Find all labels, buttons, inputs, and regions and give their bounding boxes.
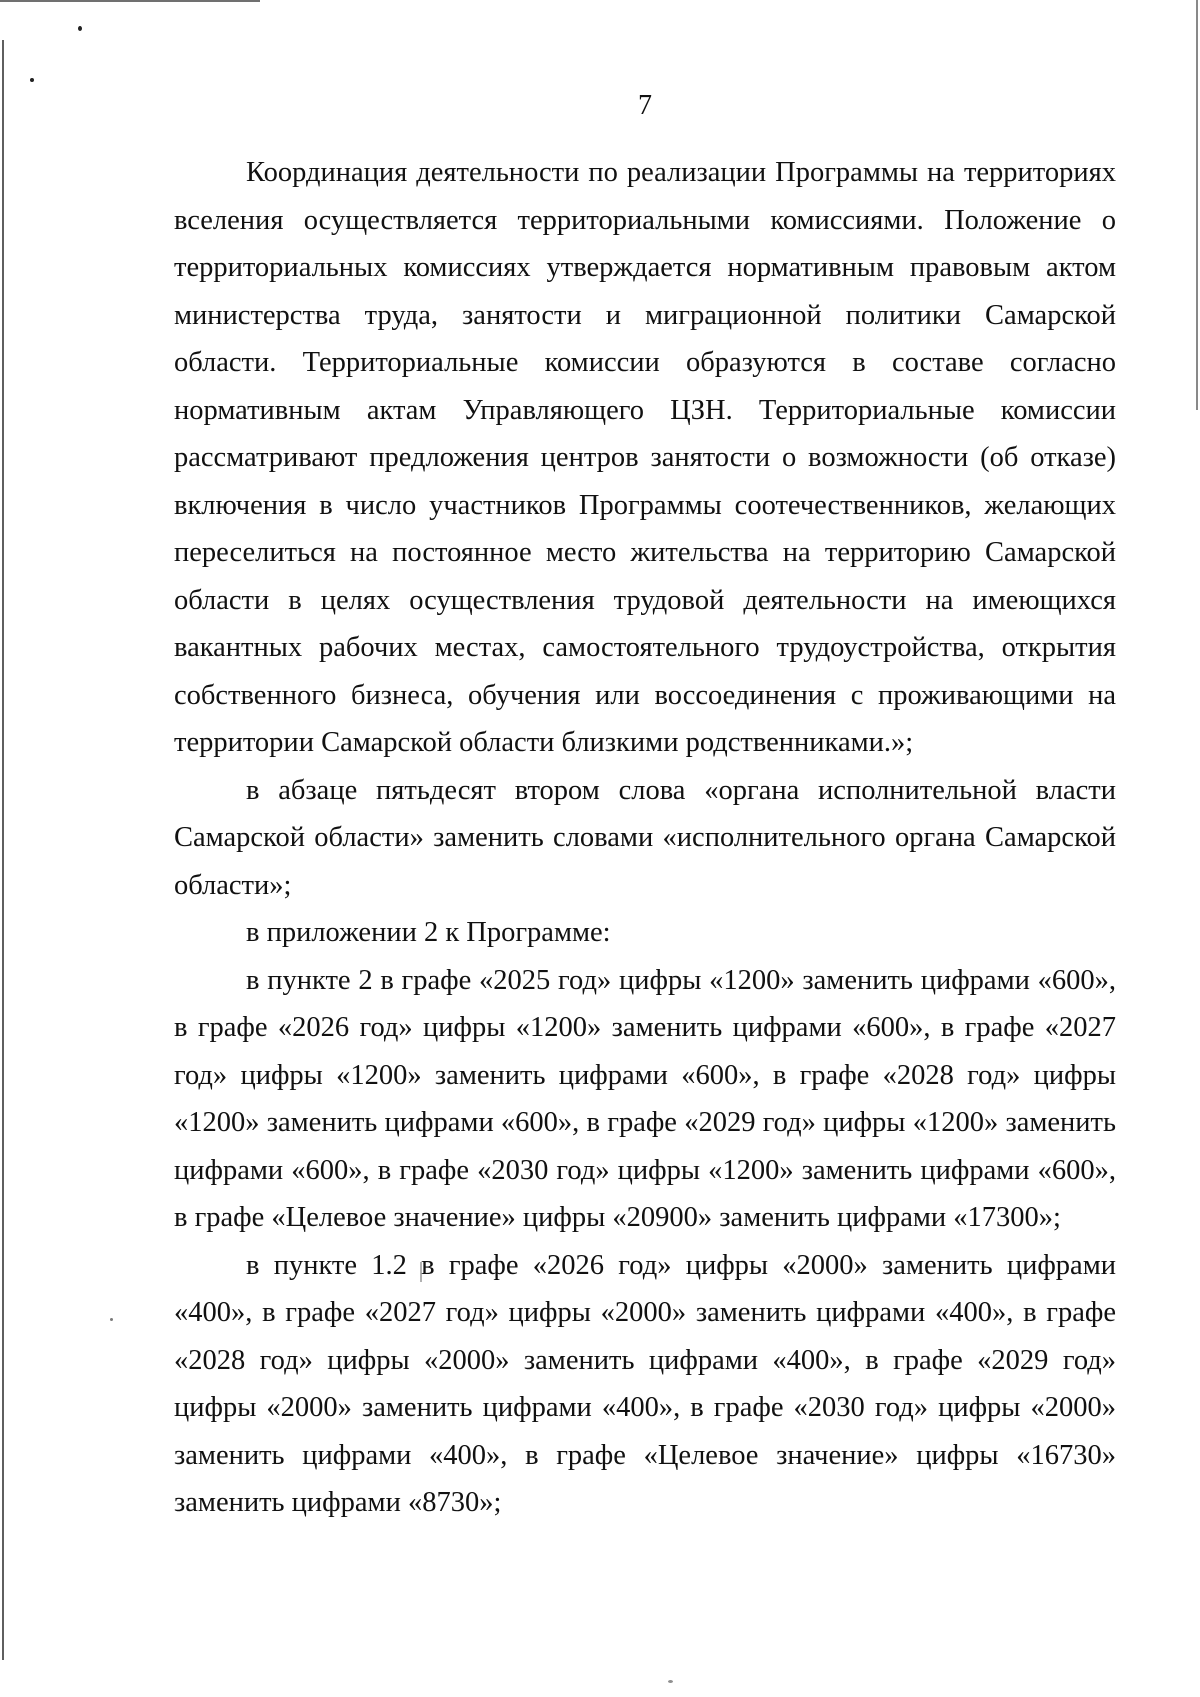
page-number: 7 [638, 90, 652, 121]
scan-speck [110, 1318, 113, 1321]
scan-speck [30, 78, 34, 82]
paragraph-appendix-2: в приложении 2 к Программе: [246, 917, 611, 948]
scan-edge-top [0, 0, 260, 2]
document-body [174, 149, 1116, 1527]
paragraph-coordination: Координация деятельности по реализации Программы на территориях вселения осуществляется территориальными комиссиями. Положение о территориальных комиссиях утверждается нормативным правовым актом министерства труда, занятости и миграционной политики Самарской области. Территориальные комиссии образуются в составе согласно нормативным актам Управляющего ЦЗН. Территориальные комиссии рассматривают предложения центров занятости о возможности (об отказе) включения в число участников Программы соотечественников, желающих переселиться на постоянное место жительства на территорию Самарской области в целях осуществления трудовой деятельности на имеющихся вакантных рабочих местах, самостоятельного трудоустройства, открытия собственного бизнеса, обучения или воссоединения с проживающими на территории Самарской области близкими родственниками.»; [174, 157, 1116, 758]
scan-speck [78, 26, 82, 31]
scan-edge-right [1196, 0, 1198, 410]
paragraph-item-2: в пункте 2 в графе «2025 год» цифры «1200» заменить цифрами «600», в графе «2026 год» цифры «1200» заменить цифрами «600», в графе «2027 год» цифры «1200» заменить цифрами «600», в графе «2028 год» цифры «1200» заменить цифрами «600», в графе «2029 год» цифры «1200» заменить цифрами «600», в графе «2030 год» цифры «1200» заменить цифрами «600», в графе «Целевое значение» цифры «20900» заменить цифрами «17300»; [174, 964, 1116, 1233]
paragraph-item-1-2: в пункте 1.2 в графе «2026 год» цифры «2000» заменить цифрами «400», в графе «2027 год» цифры «2000» заменить цифрами «400», в графе «2028 год» цифры «2000» заменить цифрами «400», в графе «2029 год» цифры «2000» заменить цифрами «400», в графе «2030 год» цифры «2000» заменить цифрами «400», в графе «Целевое значение» цифры «16730» заменить цифрами «8730»; [174, 1249, 1116, 1518]
scan-edge-left [2, 40, 4, 1660]
paragraph-amendment-52: в абзаце пятьдесят втором слова «органа исполнительной власти Самарской области» заменить словами «исполнительного органа Самарской области»; [174, 774, 1116, 901]
scan-speck [668, 1680, 673, 1683]
